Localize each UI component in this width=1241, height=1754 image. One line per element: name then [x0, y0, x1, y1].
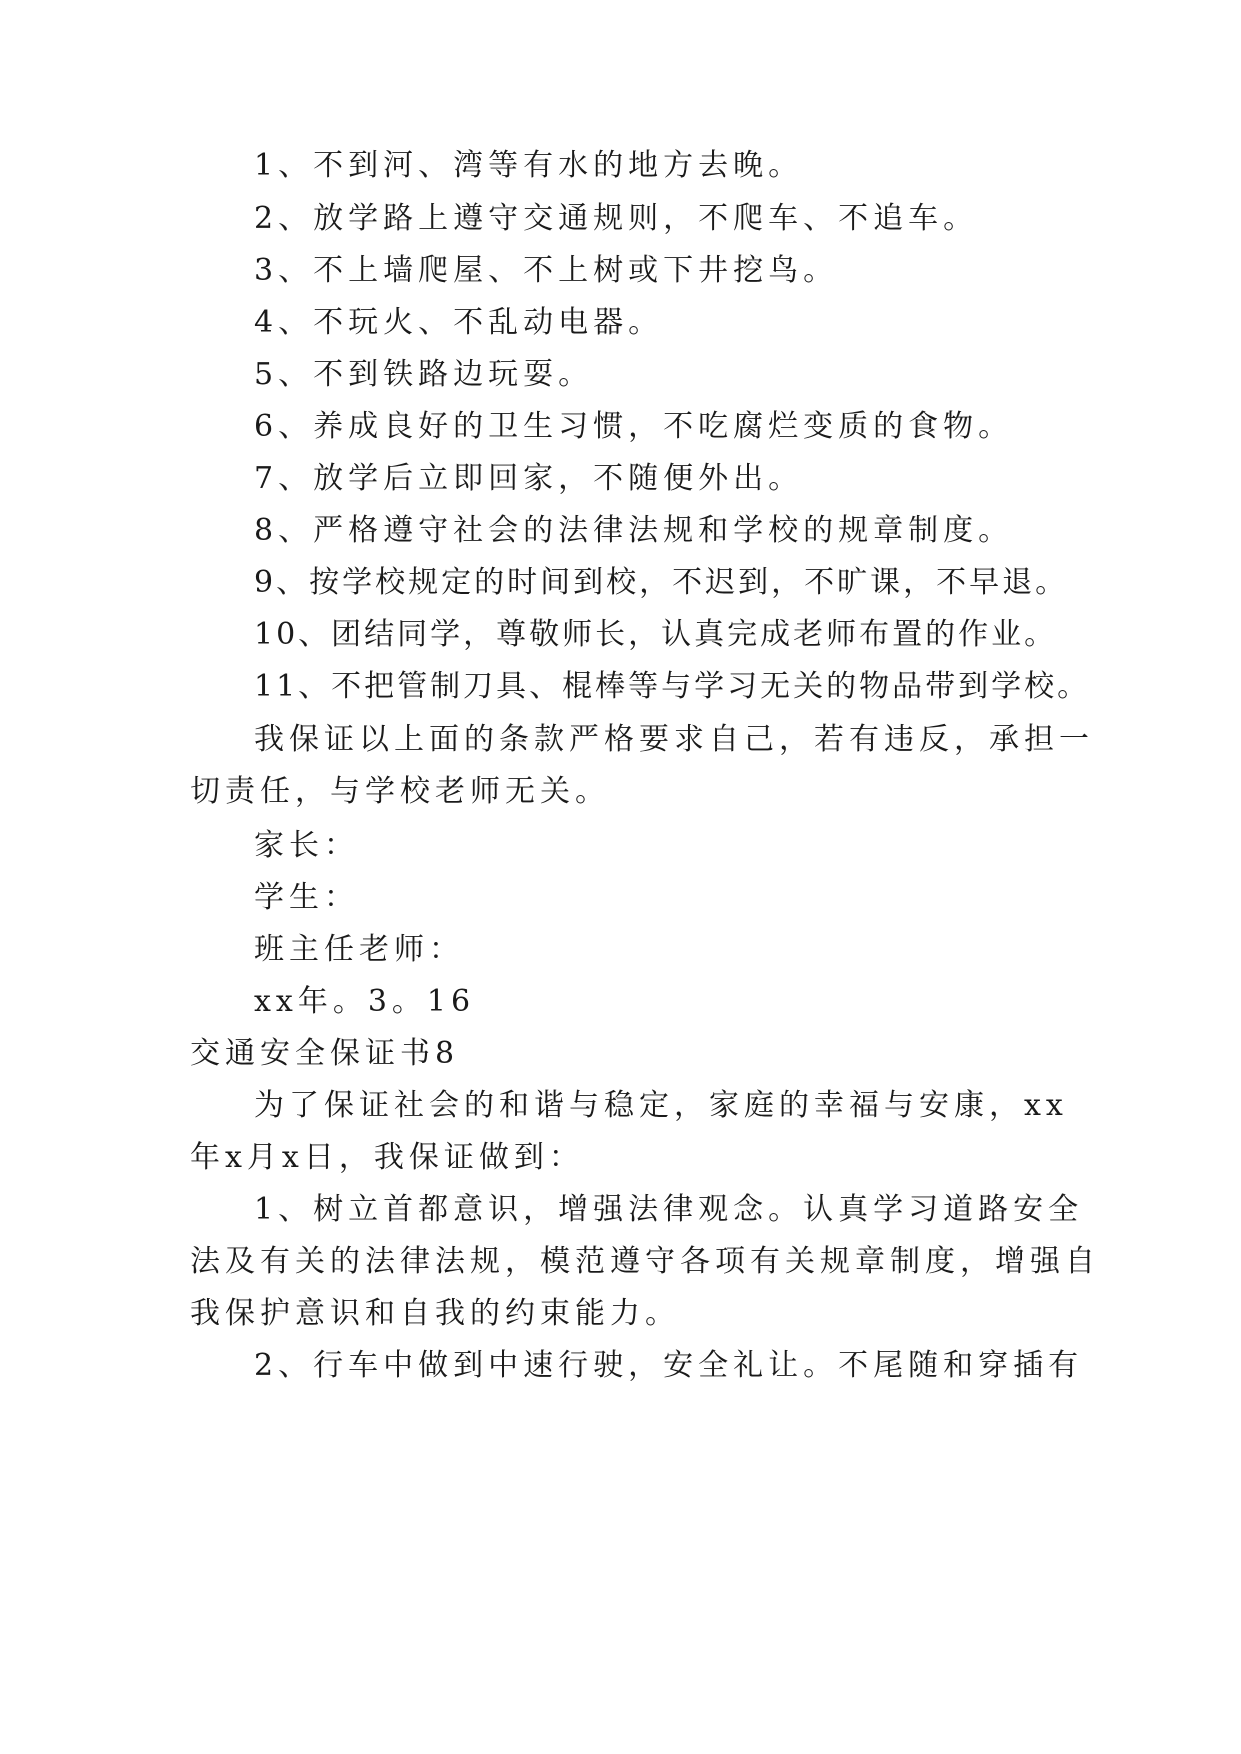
rule-item-7: 7、放学后立即回家，不随便外出。 — [254, 461, 804, 496]
rule-item-8: 8、严格遵守社会的法律法规和学校的规章制度。 — [254, 513, 1014, 548]
rule-item-11: 11、不把管制刀具、棍棒等与学习无关的物品带到学校。 — [254, 669, 1091, 704]
section8-item1-line-3: 我保护意识和自我的约束能力。 — [190, 1296, 680, 1331]
signature-student: 学生： — [254, 880, 359, 915]
rule-item-2: 2、放学路上遵守交通规则，不爬车、不追车。 — [254, 201, 979, 236]
signature-date: xx年。3。16 — [254, 984, 476, 1019]
pledge-text-line-2: 切责任，与学校老师无关。 — [190, 774, 610, 809]
rule-item-3: 3、不上墙爬屋、不上树或下井挖鸟。 — [254, 253, 839, 288]
rule-item-9: 9、按学校规定的时间到校，不迟到，不旷课，不早退。 — [254, 565, 1069, 600]
rule-item-6: 6、养成良好的卫生习惯，不吃腐烂变质的食物。 — [254, 409, 1014, 444]
rule-item-10: 10、团结同学，尊敬师长，认真完成老师布置的作业。 — [254, 617, 1058, 652]
section8-intro-line-1: 为了保证社会的和谐与稳定，家庭的幸福与安康，xx — [254, 1088, 1068, 1123]
signature-teacher: 班主任老师： — [254, 932, 464, 967]
section8-intro-line-2: 年x月x日，我保证做到： — [190, 1140, 584, 1175]
pledge-text-line-1: 我保证以上面的条款严格要求自己，若有违反，承担一 — [254, 722, 1094, 757]
section8-item1-line-1: 1、树立首都意识，增强法律观念。认真学习道路安全 — [254, 1192, 1084, 1227]
section8-item1-line-2: 法及有关的法律法规，模范遵守各项有关规章制度，增强自 — [190, 1244, 1100, 1279]
section-title: 交通安全保证书8 — [190, 1036, 460, 1071]
rule-item-1: 1、不到河、湾等有水的地方去晚。 — [254, 148, 804, 183]
section8-item2-line-1: 2、行车中做到中速行驶，安全礼让。不尾随和穿插有 — [254, 1348, 1084, 1383]
rule-item-4: 4、不玩火、不乱动电器。 — [254, 305, 664, 340]
rule-item-5: 5、不到铁路边玩耍。 — [254, 357, 594, 392]
signature-parent: 家长： — [254, 828, 359, 863]
